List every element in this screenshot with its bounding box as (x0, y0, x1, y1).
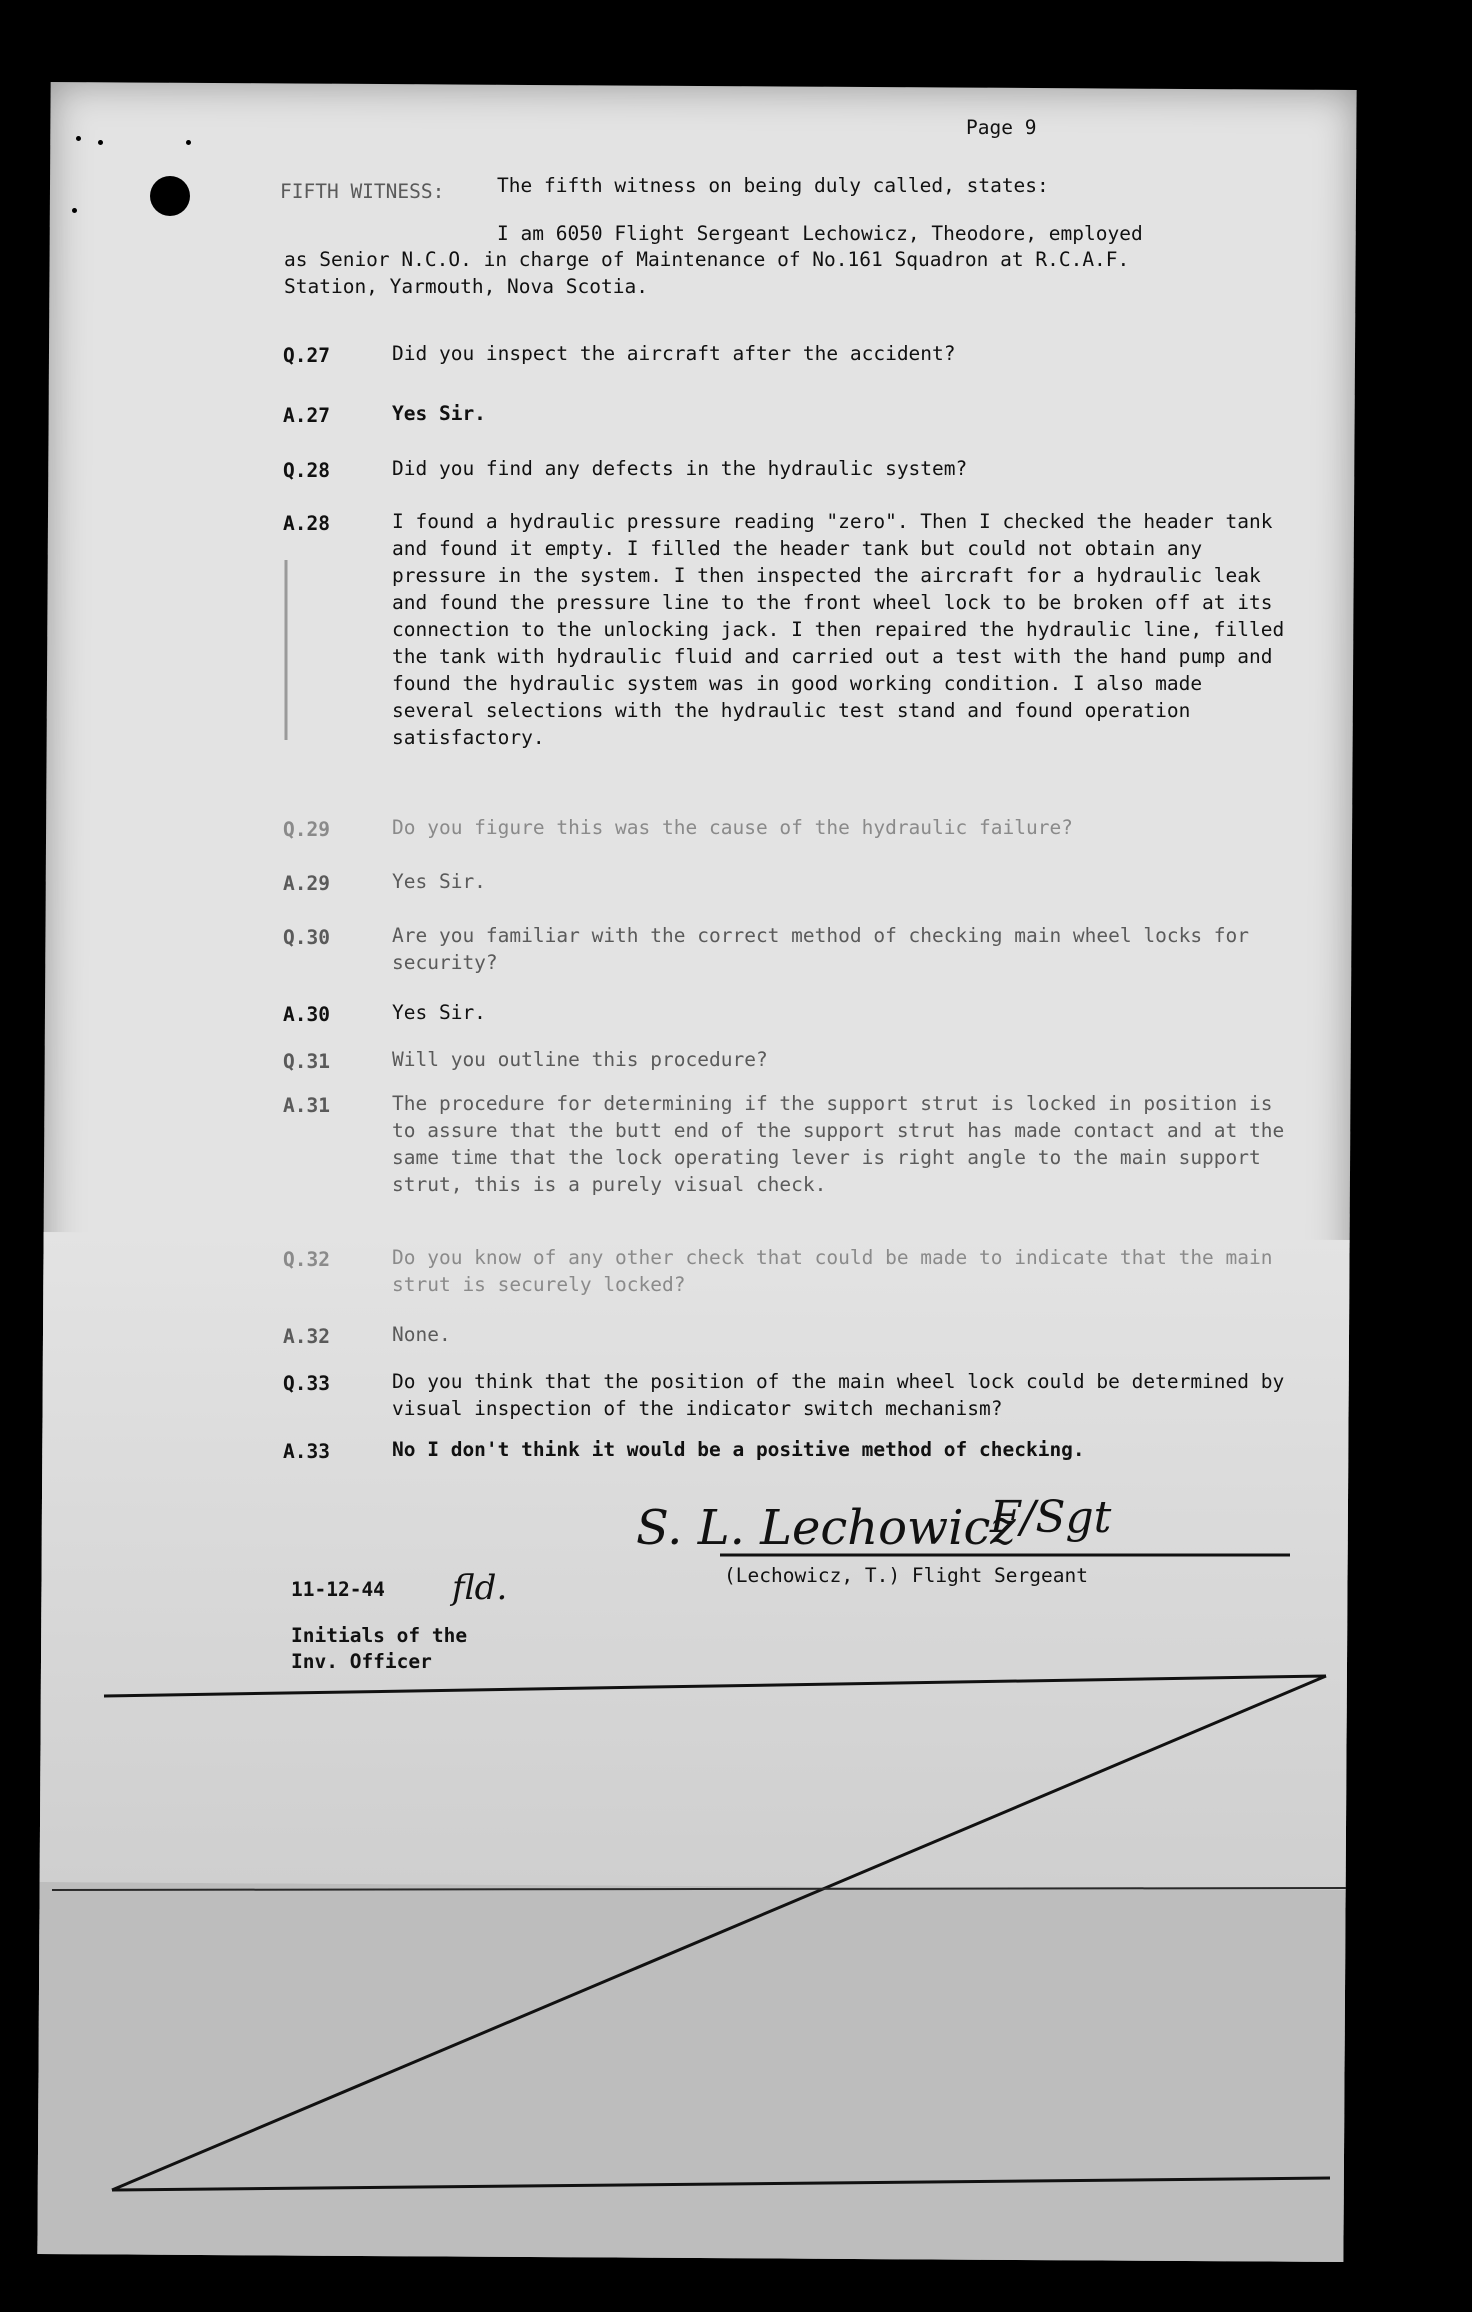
page-fold-line (52, 1888, 1346, 1890)
page-number: Page 9 (966, 116, 1037, 139)
initials-label: Initials of the (291, 1624, 468, 1647)
question-label: Q.27 (283, 344, 330, 367)
answer-label: A.32 (283, 1325, 330, 1348)
signature-name: (Lechowicz, T.) Flight Sergeant (724, 1564, 1088, 1587)
answer-label: A.31 (283, 1094, 330, 1117)
answer-text: Yes Sir. (392, 870, 486, 893)
question-text: Do you know of any other check that could be made to indicate that the main strut is securely locked? (392, 1246, 1273, 1296)
intro-line: Station, Yarmouth, Nova Scotia. (284, 275, 648, 298)
question-text: Did you find any defects in the hydraulic system? (392, 457, 968, 480)
answer-text: I found a hydraulic pressure reading "zero". Then I checked the header tank and found it empty. I filled the header tank but could not obtain any pressure in the system. I then inspected the aircraft for a hydraulic leak and found the pressure line to the front wheel lock to be broken off at its connection to the unlocking jack. I then repaired the hydraulic line, filled the tank with hydraulic fluid and carried out a test with the hand pump and found the hydraulic system was in good working condition. I also made several selections with the hydraulic test stand and found operation satisfactory. (392, 510, 1285, 749)
handwritten-signature: S. L. Lechowicz (636, 1500, 1016, 1556)
question-text: Will you outline this procedure? (392, 1048, 768, 1071)
intro-line: I am 6050 Flight Sergeant Lechowicz, Theodore, employed (497, 222, 1143, 245)
question-label: Q.28 (283, 459, 330, 482)
question-label: Q.30 (283, 926, 330, 949)
witness-label: FIFTH WITNESS: (280, 180, 445, 203)
cancel-line-bottom (112, 2178, 1330, 2190)
answer-label: A.28 (283, 512, 330, 535)
answer-label: A.29 (283, 872, 330, 895)
cancel-line-top (104, 1676, 1326, 1696)
answer-label: A.27 (283, 404, 330, 427)
answer-text: None. (392, 1323, 451, 1346)
answer-text: The procedure for determining if the support strut is locked in position is to assure that the butt end of the support strut has made contact and at the same time that the lock operating lever is right angle to the main support strut, this is a purely visual check. (392, 1092, 1285, 1196)
answer-label: A.33 (283, 1440, 330, 1463)
question-label: Q.29 (283, 818, 330, 841)
question-text: Did you inspect the aircraft after the accident? (392, 342, 956, 365)
date: 11-12-44 (291, 1578, 385, 1601)
initials-label: Inv. Officer (291, 1650, 432, 1673)
question-text: Are you familiar with the correct method of checking main wheel locks for security? (392, 924, 1250, 974)
answer-text: Yes Sir. (392, 1001, 486, 1024)
cancel-line-diagonal (112, 1676, 1326, 2190)
answer-text: Yes Sir. (392, 402, 486, 425)
witness-statement: The fifth witness on being duly called, states: (497, 174, 1049, 197)
question-label: Q.33 (283, 1372, 330, 1395)
question-text: Do you think that the position of the main wheel lock could be determined by visual inspection of the indicator switch mechanism? (392, 1370, 1285, 1420)
handwritten-rank: F/Sgt (990, 1492, 1112, 1543)
intro-line: as Senior N.C.O. in charge of Maintenance of No.161 Squadron at R.C.A.F. (284, 248, 1130, 271)
question-text: Do you figure this was the cause of the hydraulic failure? (392, 816, 1073, 839)
answer-label: A.30 (283, 1003, 330, 1026)
answer-text: No I don't think it would be a positive method of checking. (392, 1438, 1085, 1461)
question-label: Q.32 (283, 1248, 330, 1271)
handwritten-initials: fld. (452, 1568, 508, 1608)
question-label: Q.31 (283, 1050, 330, 1073)
